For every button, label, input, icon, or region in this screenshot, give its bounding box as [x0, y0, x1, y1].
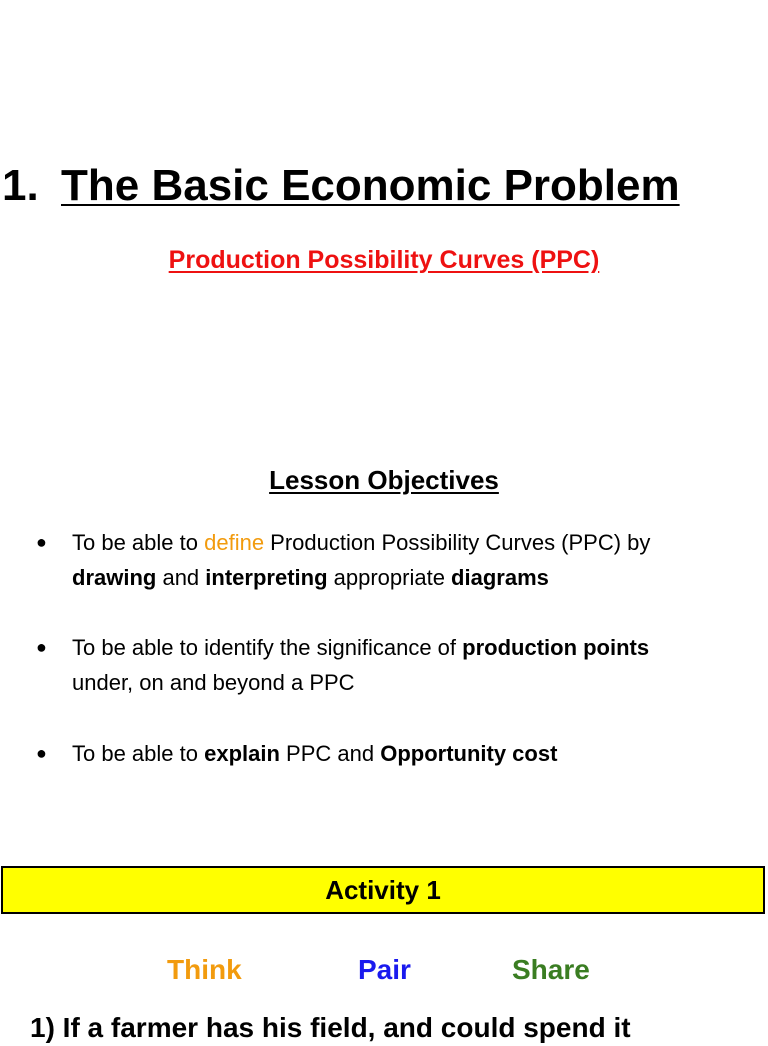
objective-bold: explain — [204, 741, 280, 766]
objective-fragment: under, on and beyond a PPC — [72, 670, 355, 695]
objective-fragment: To be able to — [72, 741, 205, 766]
objective-text — [72, 736, 762, 771]
objective-bold: drawing — [72, 565, 157, 590]
objective-line — [72, 736, 762, 771]
objective-line — [72, 525, 762, 560]
heading-number: 1. — [2, 161, 39, 210]
objective-fragment: To be able to — [72, 530, 205, 555]
objective-text — [72, 630, 762, 700]
objective-bold: diagrams — [451, 565, 549, 590]
bullet-icon: ● — [36, 743, 47, 763]
objective-line — [72, 630, 762, 665]
objective-highlight: define — [204, 530, 265, 555]
objective-bold: production points — [462, 635, 650, 660]
pair-label: Pair — [358, 954, 411, 985]
objective-fragment: PPC and — [279, 741, 381, 766]
objective-bold: Opportunity cost — [380, 741, 558, 766]
subtitle: Production Possibility Curves (PPC) — [168, 246, 600, 274]
bullet-icon: ● — [36, 532, 47, 552]
share-label: Share — [512, 954, 590, 985]
objective-fragment: and — [156, 565, 206, 590]
objectives-heading: Lesson Objectives — [269, 465, 499, 495]
objective-bold: interpreting — [205, 565, 328, 590]
activity-question: 1) If a farmer has his field, and could spend it — [30, 1012, 631, 1043]
objective-line — [72, 665, 762, 700]
bullet-icon: ● — [36, 637, 47, 657]
objective-fragment: To be able to identify the significance of — [72, 635, 463, 660]
objective-fragment: Production Possibility Curves (PPC) by — [264, 530, 651, 555]
objective-fragment: appropriate — [327, 565, 452, 590]
heading-title: The Basic Economic Problem — [61, 161, 680, 210]
activity-banner: Activity 1 — [1, 866, 765, 914]
objective-text — [72, 525, 762, 595]
objective-line — [72, 560, 762, 595]
think-label: Think — [167, 954, 242, 985]
